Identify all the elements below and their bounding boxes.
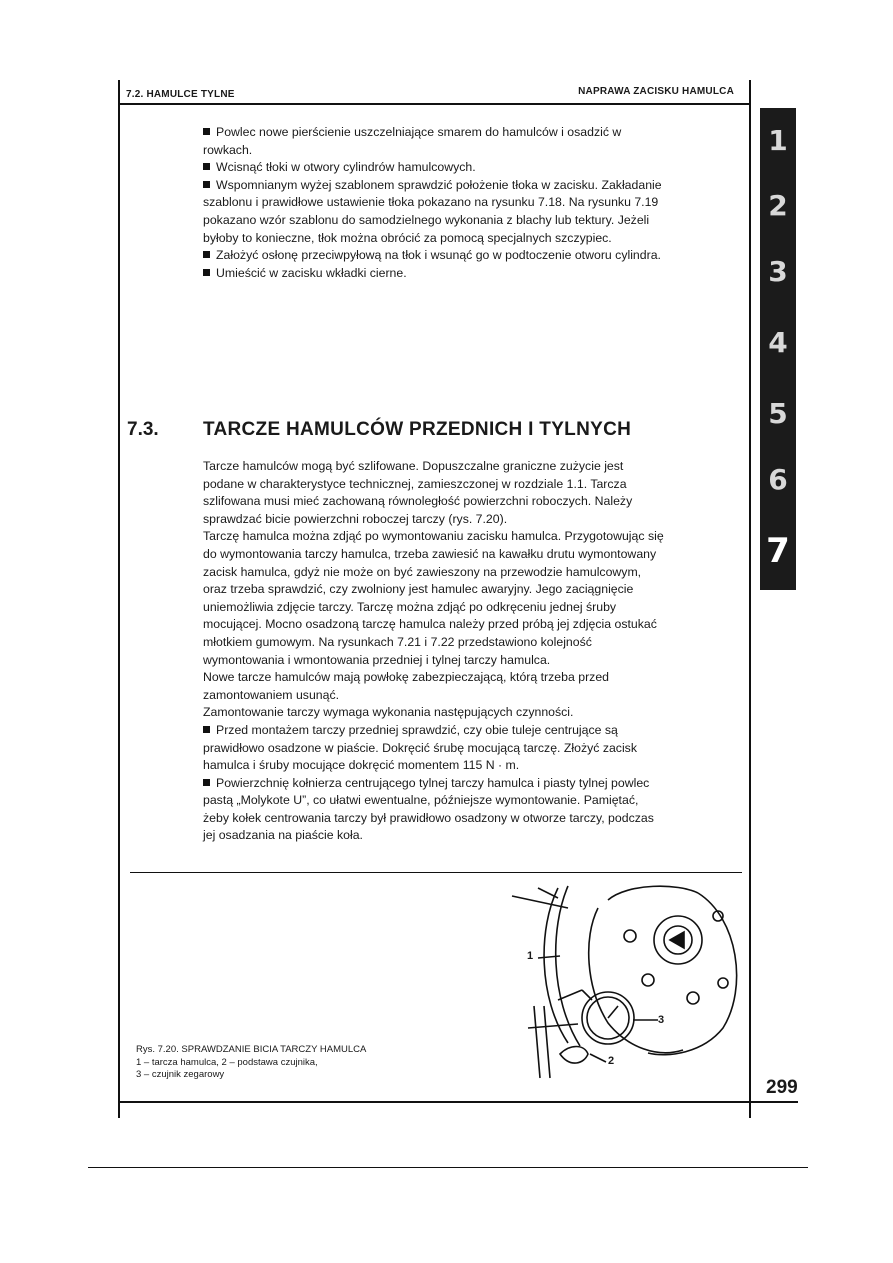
- figure-legend-line: 1 – tarcza hamulca, 2 – podstawa czujnika,: [136, 1056, 318, 1068]
- list-item: Wspomnianym wyżej szablonem sprawdzić położenie tłoka w zacisku. Zakładanie szablonu i prawidłowe ustawienie tłoka pokazano na rysunku 7.18. Na rysunku 7.19 pokazano wzór szablonu do samodzielnego wykonania z blachy lub tektury. Jeżeli byłoby to konieczne, tłok można obrócić za pomocą specjalnych szczypiec.: [203, 177, 662, 245]
- figure-legend-line: 3 – czujnik zegarowy: [136, 1069, 225, 1080]
- section-body: [203, 458, 666, 845]
- list-item: Przed montażem tarczy przedniej sprawdzić, czy obie tuleje centrujące są prawidłowo osadzone w piaście. Dokręcić śrubę mocującą tarczę. Złożyć zacisk hamulca i śruby mocujące dokręcić momentem 115 N · m.: [203, 722, 637, 773]
- page-bottom-rule: [88, 1167, 808, 1168]
- chapter-tab-2[interactable]: 2: [760, 172, 796, 238]
- chapter-tab-3[interactable]: 3: [760, 238, 796, 304]
- list-item: Powierzchnię kołnierza centrującego tylnej tarczy hamulca i piasty tylnej powlec pastą „Molykote U”, co ułatwi ewentualne, późniejsze wymontowanie. Pamiętać, żeby kołek centrowania tarczy był prawidłowo osadzony w otworze tarczy, podczas jej osadzania na piaście koła.: [203, 775, 654, 843]
- chapter-tab-1[interactable]: 1: [760, 108, 796, 172]
- page-number: 299: [766, 1077, 798, 1098]
- callout-2: 2: [608, 1055, 615, 1067]
- bullet-icon: [203, 779, 210, 786]
- paragraph: Tarczę hamulca można zdjąć po wymontowaniu zacisku hamulca. Przygotowując się do wymontowania tarczy hamulca, trzeba zawiesić na kawałku drutu wymontowany zacisk hamulca, gdyż nie może on być zawieszony na przewodzie hamulcowym, oraz trzeba sprawdzić, czy zwolniony jest hamulec awaryjny. Jego zaciągnięcie uniemożliwia zdjęcie tarczy. Tarczę można zdjąć po odkręceniu jednej śruby mocującej. Mocno osadzoną tarczę hamulca należy przed próbą jej zdjęcia ostukać młotkiem gumowym. Na rysunkach 7.21 i 7.22 przedstawiono kolejność wymontowania i wmontowania przedniej i tylnej tarczy hamulca.: [203, 529, 664, 667]
- list-item: Założyć osłonę przeciwpyłową na tłok i wsunąć go w podtoczenie otworu cylindra.: [203, 247, 666, 265]
- section-number: 7.3.: [127, 419, 159, 440]
- text-figure-divider: [130, 872, 742, 873]
- callout-1: 1: [527, 950, 534, 962]
- chapter-tab-7-active[interactable]: 7: [760, 512, 796, 590]
- bullet-icon: [203, 181, 210, 188]
- callout-3: 3: [658, 1014, 665, 1026]
- figure-title: Rys. 7.20. SPRAWDZANIE BICIA TARCZY HAMULCA: [136, 1044, 367, 1055]
- list-item: Umieścić w zacisku wkładki cierne.: [203, 265, 666, 283]
- paragraph: Zamontowanie tarczy wymaga wykonania następujących czynności.: [203, 705, 574, 720]
- running-header-left: 7.2. HAMULCE TYLNE: [126, 89, 235, 100]
- bullet-icon: [203, 128, 210, 135]
- section-title: TARCZE HAMULCÓW PRZEDNICH I TYLNYCH: [203, 419, 632, 440]
- bullet-icon: [203, 726, 210, 733]
- paragraph: Tarcze hamulców mogą być szlifowane. Dopuszczalne graniczne zużycie jest podane w charakterystyce technicznej, zamieszczonej w rozdziale 1.1. Tarcza szlifowana musi mieć zachowaną równoległość powierzchni roboczych. Należy sprawdzać bicie powierzchni roboczej tarczy (rys. 7.20).: [203, 459, 633, 526]
- right-margin-rule: [749, 80, 751, 1118]
- chapter-tab-4[interactable]: 4: [760, 304, 796, 380]
- paragraph: Nowe tarcze hamulców mają powłokę zabezpieczającą, którą trzeba przed zamontowaniem usunąć.: [203, 670, 609, 702]
- bullet-icon: [203, 269, 210, 276]
- list-item: Powlec nowe pierścienie uszczelniające smarem do hamulców i osadzić w rowkach.: [203, 125, 622, 157]
- chapter-tab-6[interactable]: 6: [760, 446, 796, 512]
- left-margin-rule: [118, 80, 120, 1118]
- footer-rule: [118, 1101, 798, 1103]
- intro-bullet-list: [203, 124, 666, 282]
- running-header-right: NAPRAWA ZACISKU HAMULCA: [578, 86, 734, 97]
- list-item: Wcisnąć tłoki w otwory cylindrów hamulcowych.: [203, 159, 666, 177]
- header-rule: [120, 103, 750, 105]
- figure-caption: [136, 1044, 466, 1082]
- chapter-tab-5[interactable]: 5: [760, 380, 796, 446]
- brake-disc-runout-illustration: [498, 878, 748, 1088]
- bullet-icon: [203, 251, 210, 258]
- bullet-icon: [203, 163, 210, 170]
